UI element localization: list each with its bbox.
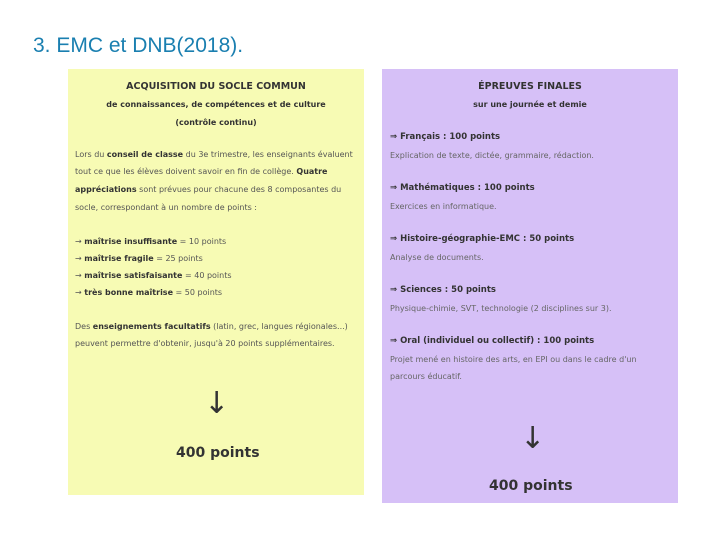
level-item: → maîtrise satisfaisante = 40 points (75, 271, 232, 280)
socle-para1-line1: Lors du conseil de classe du 3e trimestre, les enseignants évaluent (75, 150, 353, 159)
section-title-sciences: ⇒ Sciences : 50 points (390, 285, 496, 295)
socle-subheading: de connaissances, de compétences et de culture (106, 100, 326, 109)
section-desc-francais: Explication de texte, dictée, grammaire, rédaction. (390, 151, 594, 160)
section-desc-histoire: Analyse de documents. (390, 253, 484, 262)
epreuves-total: 400 points (489, 478, 573, 494)
socle-para1-line4: socle, correspondant à un nombre de points : (75, 203, 258, 212)
socle-total: 400 points (176, 445, 260, 461)
socle-note: (contrôle continu) (175, 118, 257, 127)
socle-para1-line3: appréciations sont prévues pour chacune des 8 composantes du (75, 185, 342, 194)
slide-title: 3. EMC et DNB(2018). (33, 34, 244, 57)
down-arrow-icon: ↓ (204, 386, 230, 421)
epreuves-subheading: sur une journée et demie (473, 100, 587, 109)
section-title-histoire: ⇒ Histoire-géographie-EMC : 50 points (390, 234, 575, 244)
socle-commun-panel (68, 69, 364, 495)
epreuves-heading: ÉPREUVES FINALES (478, 81, 582, 92)
socle-heading: ACQUISITION DU SOCLE COMMUN (126, 81, 306, 92)
epreuves-finales-panel (382, 69, 678, 503)
level-item: → maîtrise insuffisante = 10 points (75, 237, 227, 246)
section-title-francais: ⇒ Français : 100 points (390, 132, 501, 142)
section-desc-oral-line1: Projet mené en histoire des arts, en EPI ou dans le cadre d'un (390, 355, 637, 364)
level-item: → très bonne maîtrise = 50 points (75, 288, 223, 297)
section-desc-oral-line2: parcours éducatif. (390, 372, 462, 381)
section-desc-sciences: Physique-chimie, SVT, technologie (2 disciplines sur 3). (390, 304, 612, 313)
socle-para1-line2: tout ce que les élèves doivent savoir en fin de collège. Quatre (75, 167, 328, 176)
level-item: → maîtrise fragile = 25 points (75, 254, 203, 263)
socle-para2-line1: Des enseignements facultatifs (latin, grec, langues régionales...) (75, 322, 348, 331)
down-arrow-icon: ↓ (520, 421, 546, 456)
socle-para2-line2: peuvent permettre d'obtenir, jusqu'à 20 points supplémentaires. (75, 339, 335, 348)
section-title-oral: ⇒ Oral (individuel ou collectif) : 100 points (390, 336, 595, 346)
section-desc-mathematiques: Exercices en informatique. (390, 202, 497, 211)
section-title-mathematiques: ⇒ Mathématiques : 100 points (390, 183, 535, 193)
